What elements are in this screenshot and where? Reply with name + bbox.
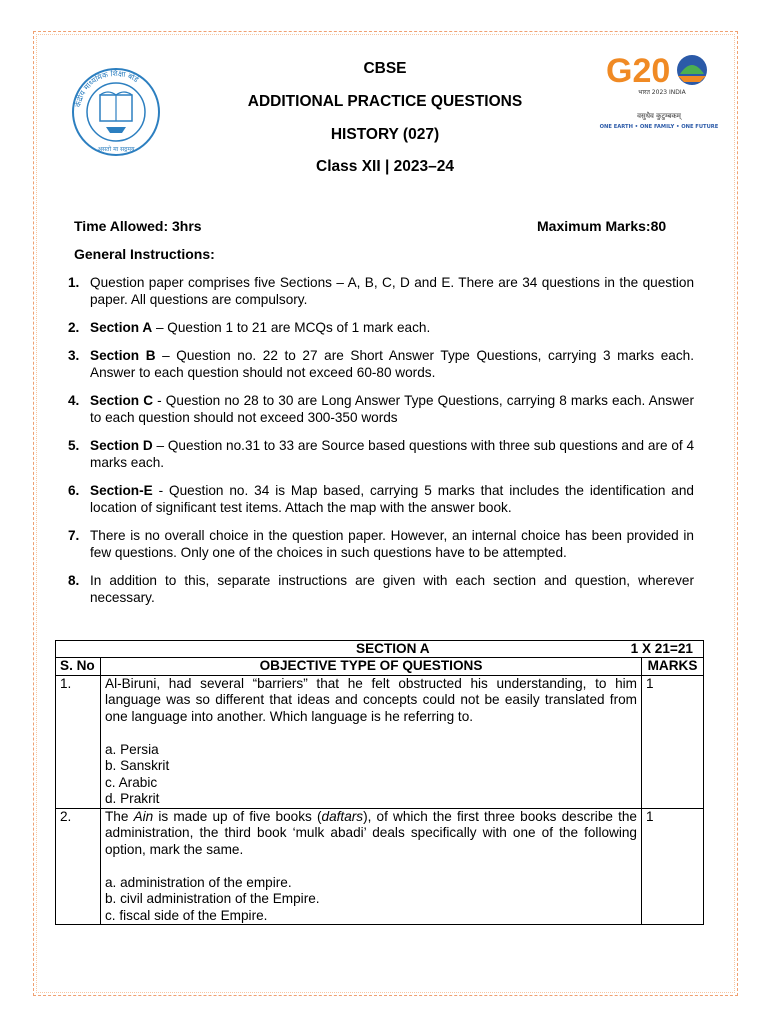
instruction-item: 2. Section A – Question 1 to 21 are MCQs of 1 mark each. (68, 320, 431, 335)
section-header-row (56, 641, 704, 658)
option: a. administration of the empire. (105, 874, 292, 890)
section-label: SECTION A (356, 641, 430, 656)
instruction-item: 8. In addition to this, separate instructions are given with each section and question, wherever necessary. (68, 573, 694, 605)
subject-title: HISTORY (027) (330, 126, 440, 143)
option: a. Persia (105, 741, 159, 757)
col-question-header: OBJECTIVE TYPE OF QUESTIONS (101, 658, 642, 676)
table-row (56, 808, 704, 925)
instruction-item: 4. Section C - Question no 28 to 30 are Long Answer Type Questions, carrying 8 marks each. Answer to each question should not exceed 300-350 words (68, 393, 694, 425)
instructions-list (68, 274, 694, 606)
option: d. Prakrit (105, 791, 160, 806)
ain-term: Ain (133, 808, 154, 824)
question-number: 2. (56, 808, 101, 925)
col-marks-header: MARKS (642, 658, 704, 676)
table-header-row (56, 658, 704, 676)
daftars-term: daftars (321, 808, 364, 824)
question-text: Al-Biruni, had several “barriers” that he felt obstructed his understanding, to him language was so different that ideas and concepts could not be easily translated from one language into another. Which language is he referring to. (105, 675, 637, 724)
table-row (56, 675, 704, 808)
instruction-item: 7. There is no overall choice in the question paper. However, an internal choice has been provided in few questions. Only one of the choices in such questions have to be attempted. (68, 528, 694, 560)
instruction-item: 5. Section D – Question no.31 to 33 are Source based questions with three sub questions and are of 4 marks each. (68, 438, 694, 470)
instruction-item: 3. Section B – Question no. 22 to 27 are Short Answer Type Questions, carrying 3 marks each. Answer to each question should not exceed 60-80 words. (68, 348, 694, 380)
instruction-item: 6. Section-E - Question no. 34 is Map based, carrying 5 marks that includes the identification and location of significant test items. Attach the map with the answer book. (68, 483, 694, 515)
general-instructions-heading: General Instructions: (74, 246, 215, 262)
option: b. Sanskrit (105, 758, 170, 773)
question-marks: 1 (642, 675, 704, 808)
g20-sub-text: भारत 2023 INDIA (638, 89, 686, 96)
question-marks: 1 (642, 808, 704, 925)
cbse-emblem-logo (70, 67, 162, 157)
g20-logo (592, 50, 727, 134)
board-title: CBSE (363, 60, 407, 77)
g20-motto: ONE EARTH • ONE FAMILY • ONE FUTURE (599, 124, 719, 130)
question-cell (101, 675, 642, 808)
instruction-item: 1. Question paper comprises five Sections – A, B, C, D and E. There are 34 questions in the question paper. All questions are compulsory. (68, 275, 694, 307)
class-year: Class XII | 2023–24 (316, 158, 454, 175)
question-number: 1. (56, 675, 101, 808)
section-marks: 1 X 21=21 (630, 641, 693, 656)
g20-logo-text: G20 (606, 52, 671, 90)
svg-text:असतो मा सद्गमय: असतो मा सद्गमय (97, 146, 135, 153)
max-marks: Maximum Marks:80 (537, 218, 667, 234)
option: b. civil administration of the Empire. (105, 891, 320, 906)
option: c. Arabic (105, 774, 158, 790)
questions-table (55, 640, 704, 925)
document-title: ADDITIONAL PRACTICE QUESTIONS (247, 93, 523, 110)
emblem-arc-text: केंद्रीय माध्यमिक शिक्षा बोर्ड (73, 68, 141, 108)
time-allowed: Time Allowed: 3hrs (74, 218, 202, 234)
g20-motto-hindi: वसुधैव कुटुम्बकम् (637, 112, 681, 120)
question-cell: The Ain is made up of five books (daftars), of which the first three books describe the administration, the third book ‘mulk abadi’ deals specifically with one of the following option, mark the same. a. administration of the empire. b. civil administration of the Empire. c. fiscal side of the Empire. (101, 808, 642, 925)
svg-text:केंद्रीय माध्यमिक शिक्षा बोर्ड (73, 69, 141, 108)
option: c. fiscal side of the Empire. (105, 907, 268, 923)
col-sno-header: S. No (56, 658, 101, 676)
